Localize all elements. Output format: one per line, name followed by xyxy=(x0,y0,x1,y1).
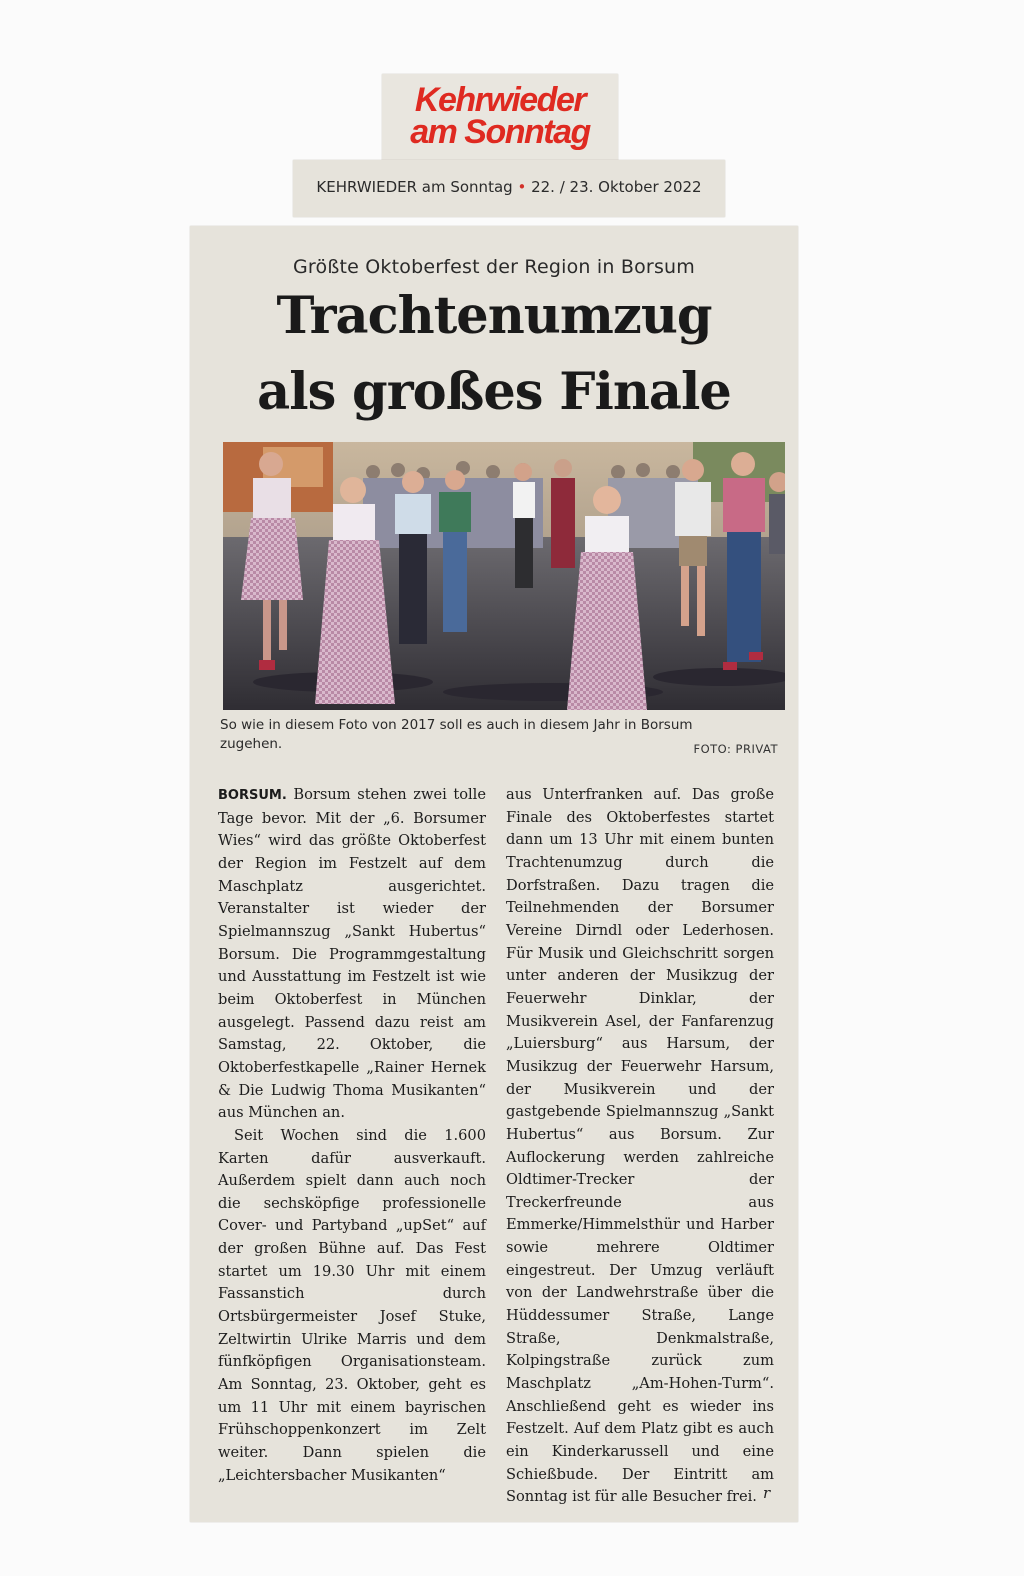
dateline-clipping xyxy=(293,160,725,217)
article-clipping xyxy=(190,226,798,1522)
masthead-logo-clipping xyxy=(382,74,618,162)
place-dateline: BORSUM. xyxy=(218,788,287,803)
photo-credit: FOTO: PRIVAT xyxy=(693,742,778,756)
paragraph-1-text: Borsum stehen zwei tolle Tage bevor. Mit der „6. Borsumer Wies“ wird das größte Oktoberfest der Region im Festzelt auf dem Maschplatz ausgerichtet. Veranstalter ist wieder der Spielmannszug „Sankt Hubertus“ Borsum. Die Programmgestaltung und Ausstattung im Festzelt ist wie beim Oktoberfest in München ausgelegt. Passend dazu reist am Samstag, 22. Oktober, die Oktoberfestkapelle „Rainer Hernek & Die Ludwig Thoma Musikanten“ aus München an. xyxy=(218,786,486,1122)
article-column-left xyxy=(218,784,486,1487)
article-column-right xyxy=(506,784,774,1509)
logo-line-1: Kehrwieder xyxy=(414,81,586,119)
dateline-separator: • xyxy=(517,178,527,196)
parade-photo xyxy=(223,442,785,710)
paper-name: KEHRWIEDER am Sonntag xyxy=(316,178,513,196)
logo-line-2: am Sonntag xyxy=(410,113,590,151)
photo-caption: So wie in diesem Foto von 2017 soll es auch in diesem Jahr in Borsum zugehen. xyxy=(220,717,693,752)
article-paragraph-1 xyxy=(218,784,486,1125)
article-kicker: Größte Oktoberfest der Region in Borsum xyxy=(292,256,695,278)
issue-date: 22. / 23. Oktober 2022 xyxy=(531,178,702,196)
headline-line-1: Trachtenumzug xyxy=(276,286,712,346)
headline-line-2: als großes Finale xyxy=(257,362,731,422)
article-paragraph-3: aus Unterfranken auf. Das große Finale des Oktoberfestes startet dann um 13 Uhr mit einem bunten Trachtenumzug durch die Dorfstraßen. Dazu tragen die Teilnehmenden der Borsumer Vereine Dirndl oder Lederhosen. Für Musik und Gleichschritt sorgen unter anderen der Musikzug der Feuerwehr Dinklar, der Musikverein Asel, der Fanfarenzug „Luiersburg“ aus Harsum, der Musikzug der Feuerwehr Harsum, der Musikverein und der gastgebende Spielmannszug „Sankt Hubertus“ aus Borsum. Zur Auflockerung werden zahlreiche Oldtimer-Trecker der Treckerfreunde aus Emmerke/Himmelsthür und Harber sowie mehrere Oldtimer eingestreut. Der Umzug verläuft von der Landwehrstraße über die Hüddessumer Straße, Lange Straße, Denkmalstraße, Kolpingstraße zurück zum Maschplatz „Am-Hohen-Turm“. Anschließend geht es wieder ins Festzelt. Auf dem Platz gibt es auch ein Kinderkarussell und eine Schießbude. Der Eintritt am Sonntag ist für alle Besucher frei. xyxy=(506,786,774,1506)
author-mark: r xyxy=(763,1484,771,1502)
article-paragraph-2: Seit Wochen sind die 1.600 Karten dafür ausverkauft. Außerdem spielt dann auch noch die sechsköpfige professionelle Cover- und Partyband „upSet“ auf der großen Bühne auf. Das Fest startet um 19.30 Uhr mit einem Fassanstich durch Ortsbürgermeister Josef Stuke, Zeltwirtin Ulrike Marris und dem fünfköpfigen Organisationsteam. Am Sonntag, 23. Oktober, geht es um 11 Uhr mit einem bayrischen Frühschoppenkonzert im Zelt weiter. Dann spielen die „Leichtersbacher Musikanten“ xyxy=(218,1126,486,1484)
dateline xyxy=(293,178,725,196)
